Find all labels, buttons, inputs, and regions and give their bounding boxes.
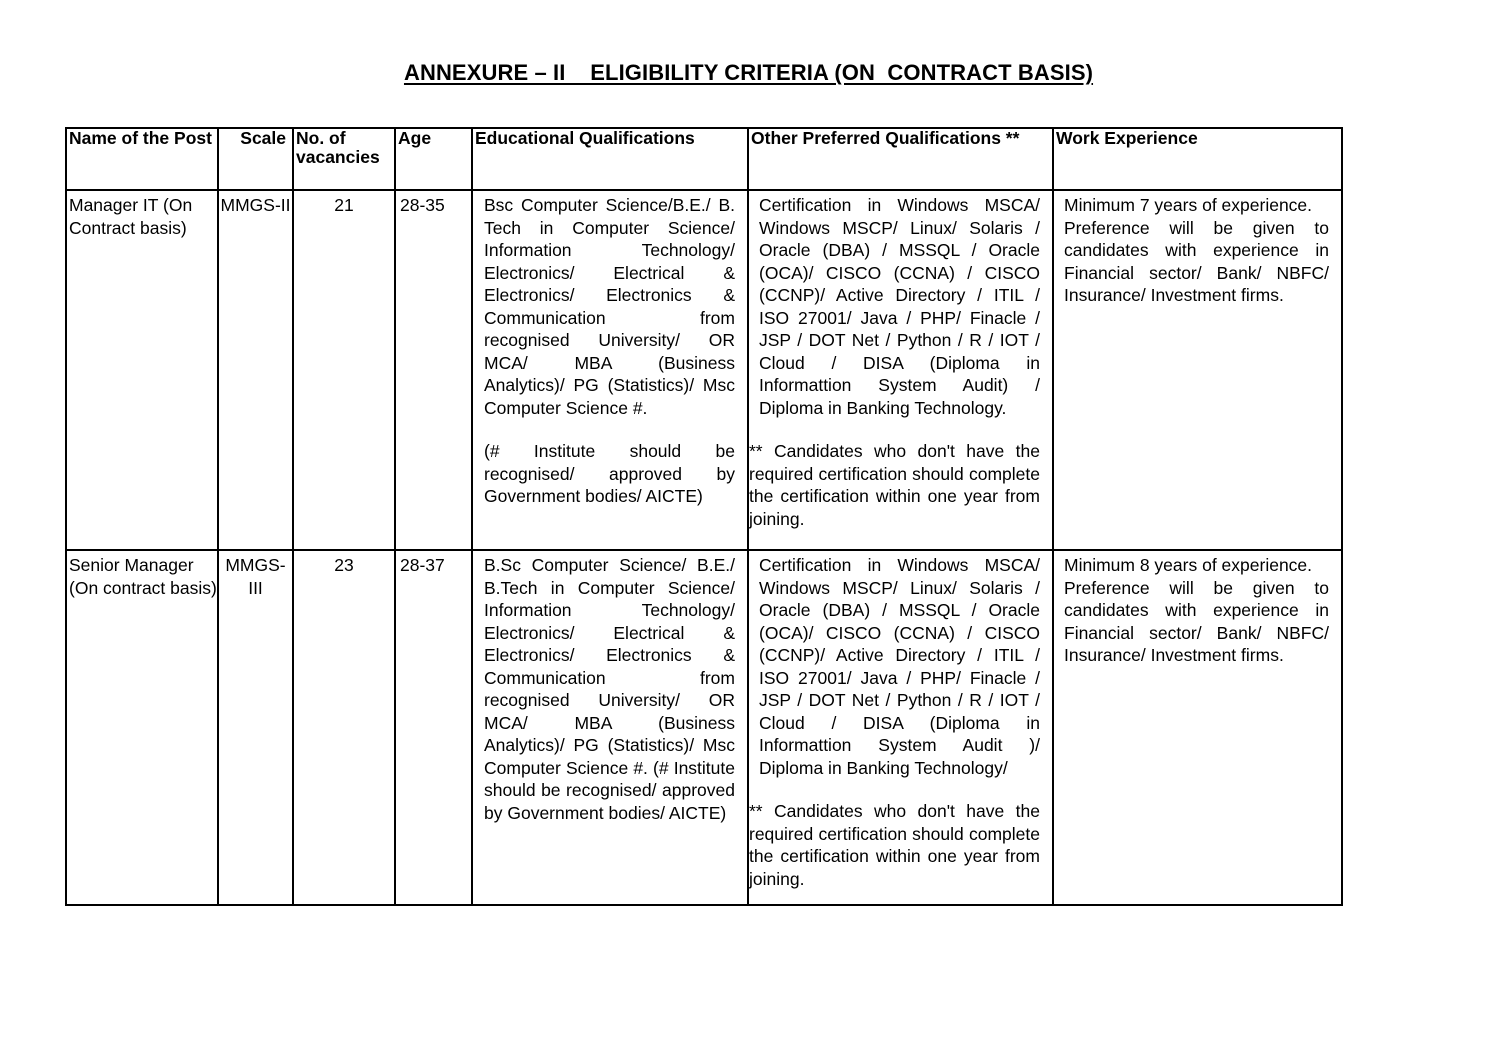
certification-note: ** Candidates who don't have the required certification should complete the certification within one year from joining. <box>749 801 1040 889</box>
header-work-experience: Work Experience <box>1053 128 1342 190</box>
table-row <box>66 550 1342 905</box>
post-name: Senior Manager (On contract basis) <box>66 550 218 905</box>
educational-qualifications <box>472 550 748 905</box>
vacancies: 23 <box>293 550 395 905</box>
age: 28-35 <box>395 190 472 550</box>
page-title-text: ANNEXURE – II ELIGIBILITY CRITERIA (ON CONTRACT BASIS) <box>403 60 1094 85</box>
certification-note: ** Candidates who don't have the required certification should complete the certification within one year from joining. <box>749 441 1040 529</box>
education-text: Bsc Computer Science/B.E./ B. Tech in Computer Science/ Information Technology/ Electronics/ Electrical & Electronics/ Electronics & Communication from recognised University/ OR MCA/ MBA (Business Analytics)/ PG (Statistics)/ Msc Computer Science #. <box>484 195 735 418</box>
header-other-qualifications: Other Preferred Qualifications ** <box>748 128 1053 190</box>
educational-qualifications <box>472 190 748 550</box>
header-age: Age <box>395 128 472 190</box>
experience-preference: Preference will be given to candidates with experience in Financial sector/ Bank/ NBFC/ Insurance/ Investment firms. <box>1064 577 1329 665</box>
scale: MMGS-II <box>218 190 293 550</box>
education-text: B.Sc Computer Science/ B.E./ B.Tech in Computer Science/ Information Technology/ Electronics/ Electrical & Electronics/ Electronics & Communication from recognised University/ OR MCA/ MBA (Business Analytics)/ PG (Statistics)/ Msc Computer Science #. (# Institute should be recognised/ approved by Government bodies/ AICTE) <box>484 555 735 823</box>
education-note: (# Institute should be recognised/ approved by Government bodies/ AICTE) <box>484 441 735 506</box>
other-text: Certification in Windows MSCA/ Windows MSCP/ Linux/ Solaris / Oracle (DBA) / MSSQL / Oracle (OCA)/ CISCO (CCNA) / CISCO (CCNP)/ Active Directory / ITIL / ISO 27001/ Java / PHP/ Finacle / JSP / DOT Net / Python / R / IOT / Cloud / DISA (Diploma in Informattion System Audit )/ Diploma in Banking Technology/ <box>759 555 1040 778</box>
other-qualifications <box>748 550 1053 905</box>
header-education: Educational Qualifications <box>472 128 748 190</box>
vacancies: 21 <box>293 190 395 550</box>
table-row <box>66 190 1342 550</box>
age: 28-37 <box>395 550 472 905</box>
experience-text: Minimum 8 years of experience. <box>1064 555 1313 575</box>
post-name: Manager IT (On Contract basis) <box>66 190 218 550</box>
table-header-row <box>66 128 1342 190</box>
header-scale: Scale <box>218 128 293 190</box>
other-qualifications <box>748 190 1053 550</box>
other-text: Certification in Windows MSCA/ Windows MSCP/ Linux/ Solaris / Oracle (DBA) / MSSQL / Oracle (OCA)/ CISCO (CCNA) / CISCO (CCNP)/ Active Directory / ITIL / ISO 27001/ Java / PHP/ Finacle / JSP / DOT Net / Python / R / IOT / Cloud / DISA (Diploma in Informattion System Audit) / Diploma in Banking Technology. <box>759 195 1040 418</box>
page-title <box>0 60 1497 86</box>
work-experience <box>1053 550 1342 905</box>
work-experience <box>1053 190 1342 550</box>
scale: MMGS-III <box>218 550 293 905</box>
header-vacancies: No. of vacancies <box>293 128 395 190</box>
header-post: Name of the Post <box>66 128 218 190</box>
experience-text: Minimum 7 years of experience. <box>1064 195 1313 215</box>
eligibility-table <box>65 127 1343 906</box>
experience-preference: Preference will be given to candidates with experience in Financial sector/ Bank/ NBFC/ Insurance/ Investment firms. <box>1064 217 1329 305</box>
